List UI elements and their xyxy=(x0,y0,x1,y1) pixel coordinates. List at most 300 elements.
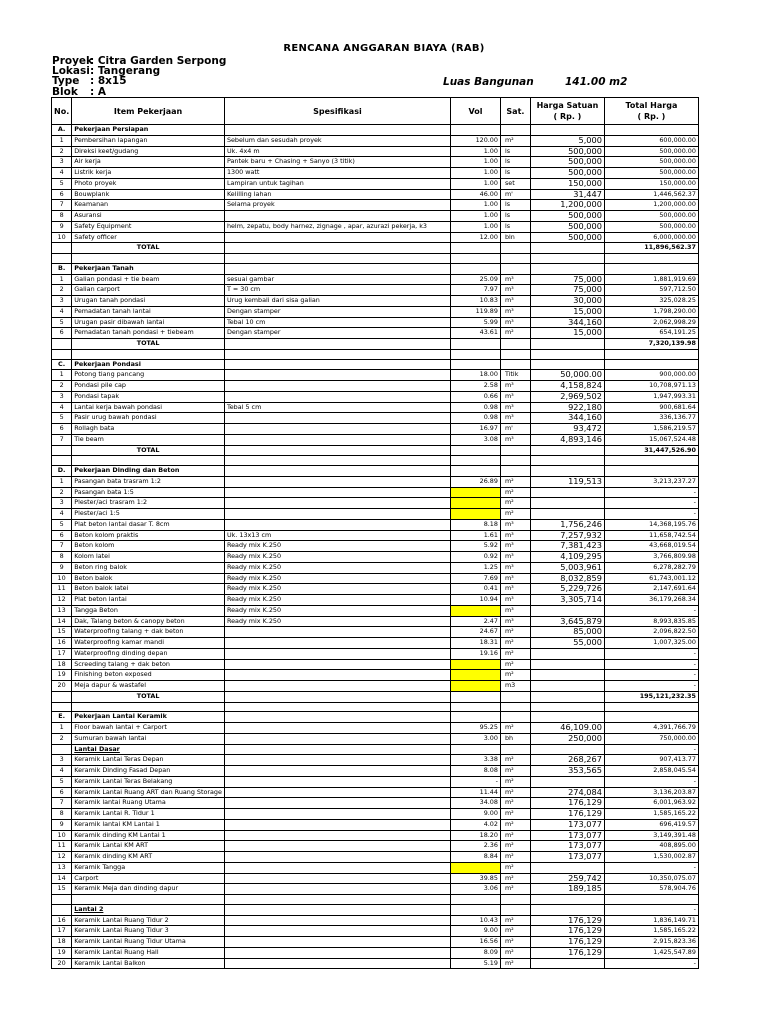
cell-harga-satuan xyxy=(530,445,604,456)
cell-vol: 0.98 xyxy=(450,413,500,424)
cell-spec xyxy=(224,776,450,787)
cell-sat xyxy=(500,243,530,254)
cell-no: 8 xyxy=(52,211,72,222)
cell-no xyxy=(52,254,72,264)
cell-total-harga: 3,213,237.27 xyxy=(604,476,698,487)
cell-vol xyxy=(450,659,500,670)
cell-total-harga: 500,000.00 xyxy=(604,146,698,157)
header-no: No. xyxy=(52,98,72,125)
cell-vol: 2.47 xyxy=(450,616,500,627)
cell-sat: m³ xyxy=(500,552,530,563)
cell-sat: ls xyxy=(500,168,530,179)
cell-total-harga: 578,904.76 xyxy=(604,884,698,895)
table-row xyxy=(52,498,699,509)
cell-harga-satuan xyxy=(530,263,604,274)
cell-item: Beton balok latei xyxy=(72,584,225,595)
table-row xyxy=(52,904,699,915)
cell-vol: 2.36 xyxy=(450,841,500,852)
cell-harga-satuan: 8,032,859 xyxy=(530,573,604,584)
cell-spec xyxy=(224,638,450,649)
cell-total-harga: 31,447,526.90 xyxy=(604,445,698,456)
cell-item: Keramik Lantai Teras Depan xyxy=(72,755,225,766)
cell-no xyxy=(52,744,72,755)
cell-no: 17 xyxy=(52,648,72,659)
cell-total-harga xyxy=(604,359,698,370)
cell-item: Potong tiang pancang xyxy=(72,370,225,381)
cell-sat: ls xyxy=(500,211,530,222)
cell-sat: bln xyxy=(500,232,530,243)
cell-harga-satuan: 119,513 xyxy=(530,476,604,487)
cell-total-harga: 6,000,000.00 xyxy=(604,232,698,243)
cell-vol: 1.00 xyxy=(450,168,500,179)
cell-spec xyxy=(224,498,450,509)
cell-item: Pekerjaan Pondasi xyxy=(72,359,225,370)
cell-vol: 3.00 xyxy=(450,733,500,744)
cell-sat: m³ xyxy=(500,317,530,328)
cell-total-harga: 1,798,290.00 xyxy=(604,306,698,317)
cell-no: 20 xyxy=(52,681,72,692)
table-row xyxy=(52,627,699,638)
header-harga-satuan-unit: ( Rp. ) xyxy=(553,112,582,121)
cell-sat: m³ xyxy=(500,595,530,606)
cell-no: 4 xyxy=(52,402,72,413)
table-row xyxy=(52,776,699,787)
table-row xyxy=(52,873,699,884)
table-row xyxy=(52,424,699,435)
cell-spec xyxy=(224,798,450,809)
table-row xyxy=(52,189,699,200)
cell-total-harga xyxy=(604,466,698,477)
cell-item: Keamanan xyxy=(72,200,225,211)
cell-sat: m3 xyxy=(500,681,530,692)
cell-no xyxy=(52,456,72,466)
document-title: RENCANA ANGGARAN BIAYA (RAB) xyxy=(283,43,485,54)
cell-no: 4 xyxy=(52,766,72,777)
cell-spec xyxy=(224,339,450,350)
cell-item: Beton ring balok xyxy=(72,562,225,573)
cell-spec: Dengan stamper xyxy=(224,328,450,339)
cell-harga-satuan xyxy=(530,670,604,681)
table-row xyxy=(52,947,699,958)
cell-harga-satuan: 353,565 xyxy=(530,766,604,777)
cell-harga-satuan xyxy=(530,702,604,712)
cell-spec xyxy=(224,659,450,670)
cell-vol: 1.00 xyxy=(450,211,500,222)
cell-sat: m³ xyxy=(500,381,530,392)
cell-item: Beton balok xyxy=(72,573,225,584)
header-total-harga-label: Total Harga xyxy=(625,101,678,110)
cell-item: Pasir urug bawah pondasi xyxy=(72,413,225,424)
cell-no: 6 xyxy=(52,189,72,200)
table-row xyxy=(52,723,699,734)
cell-vol: 0.66 xyxy=(450,391,500,402)
cell-no xyxy=(52,702,72,712)
table-row xyxy=(52,317,699,328)
cell-spec xyxy=(224,895,450,905)
cell-vol: - xyxy=(450,776,500,787)
cell-sat xyxy=(500,744,530,755)
cell-total-harga: - xyxy=(604,509,698,520)
table-row xyxy=(52,168,699,179)
cell-total-harga: 1,530,002.87 xyxy=(604,852,698,863)
cell-sat: m³ xyxy=(500,519,530,530)
blank-row xyxy=(52,349,699,359)
luas-bangunan-label: Luas Bangunan xyxy=(443,76,534,88)
cell-spec: Dengan stamper xyxy=(224,306,450,317)
cell-spec: Tebal 5 cm xyxy=(224,402,450,413)
cell-spec xyxy=(224,904,450,915)
cell-harga-satuan: 173,077 xyxy=(530,841,604,852)
cell-spec xyxy=(224,243,450,254)
table-row xyxy=(52,573,699,584)
cell-item: Keramik dinding KM ART xyxy=(72,852,225,863)
cell-item: TOTAL xyxy=(72,339,225,350)
cell-sat: m² xyxy=(500,135,530,146)
cell-spec xyxy=(224,434,450,445)
cell-total-harga: 696,419.57 xyxy=(604,819,698,830)
cell-vol: 1.00 xyxy=(450,200,500,211)
cell-total-harga xyxy=(604,125,698,136)
cell-sat xyxy=(500,712,530,723)
cell-item: Keramik Meja dan dinding dapur xyxy=(72,884,225,895)
cell-no: 9 xyxy=(52,819,72,830)
cell-sat: m² xyxy=(500,755,530,766)
table-row xyxy=(52,787,699,798)
cell-total-harga: 1,881,919.69 xyxy=(604,274,698,285)
cell-sat: m' xyxy=(500,189,530,200)
cell-harga-satuan: 7,257,932 xyxy=(530,530,604,541)
cell-vol: 3.38 xyxy=(450,755,500,766)
cell-no: 5 xyxy=(52,776,72,787)
cell-vol xyxy=(450,359,500,370)
cell-no: 8 xyxy=(52,552,72,563)
cell-sat: m² xyxy=(500,476,530,487)
cell-item: Beton kolom praktis xyxy=(72,530,225,541)
cell-total-harga: 1,585,165.22 xyxy=(604,809,698,820)
cell-harga-satuan: 500,000 xyxy=(530,232,604,243)
cell-no: 12 xyxy=(52,595,72,606)
cell-spec xyxy=(224,766,450,777)
header-spec: Spesifikasi xyxy=(224,98,450,125)
cell-spec xyxy=(224,370,450,381)
cell-spec: Uk. 13x13 cm xyxy=(224,530,450,541)
cell-spec xyxy=(224,884,450,895)
table-row xyxy=(52,562,699,573)
cell-vol: 43.61 xyxy=(450,328,500,339)
cell-spec: Lampiran untuk tagihan xyxy=(224,178,450,189)
cell-total-harga: - xyxy=(604,498,698,509)
cell-spec xyxy=(224,681,450,692)
cell-item: Waterproofing dinding depan xyxy=(72,648,225,659)
cell-no: 1 xyxy=(52,476,72,487)
cell-harga-satuan: 50,000.00 xyxy=(530,370,604,381)
cell-item: Plester/aci 1:5 xyxy=(72,509,225,520)
table-row xyxy=(52,135,699,146)
cell-spec xyxy=(224,670,450,681)
cell-harga-satuan: 176,129 xyxy=(530,947,604,958)
cell-total-harga: 11,896,562.37 xyxy=(604,243,698,254)
cell-spec xyxy=(224,702,450,712)
cell-sat: m² xyxy=(500,809,530,820)
cell-spec xyxy=(224,873,450,884)
cell-spec xyxy=(224,263,450,274)
cell-spec xyxy=(224,915,450,926)
cell-harga-satuan: 3,645,879 xyxy=(530,616,604,627)
cell-harga-satuan: 1,756,246 xyxy=(530,519,604,530)
cell-sat: m² xyxy=(500,648,530,659)
cell-vol: 10.43 xyxy=(450,915,500,926)
cell-spec xyxy=(224,809,450,820)
cell-item: Sumuran bawah lantai xyxy=(72,733,225,744)
cell-no: E. xyxy=(52,712,72,723)
cell-harga-satuan: 75,000 xyxy=(530,274,604,285)
cell-no: B. xyxy=(52,263,72,274)
cell-vol: 1.00 xyxy=(450,178,500,189)
cell-item: Pekerjaan Tanah xyxy=(72,263,225,274)
table-row xyxy=(52,958,699,969)
cell-harga-satuan: 176,129 xyxy=(530,937,604,948)
cell-no: 20 xyxy=(52,958,72,969)
cell-vol: 46.00 xyxy=(450,189,500,200)
cell-spec: Ready mix K.250 xyxy=(224,573,450,584)
meta-label: Proyek xyxy=(52,55,94,67)
cell-harga-satuan: 7,381,423 xyxy=(530,541,604,552)
cell-vol xyxy=(450,702,500,712)
cell-no: A. xyxy=(52,125,72,136)
table-row xyxy=(52,146,699,157)
cell-item xyxy=(72,895,225,905)
cell-vol: 9.00 xyxy=(450,809,500,820)
cell-total-harga: 11,658,742.54 xyxy=(604,530,698,541)
cell-total-harga: 1,425,547.89 xyxy=(604,947,698,958)
cell-vol xyxy=(450,243,500,254)
cell-no: 1 xyxy=(52,370,72,381)
table-row xyxy=(52,541,699,552)
table-row xyxy=(52,648,699,659)
cell-sat: m² xyxy=(500,884,530,895)
cell-harga-satuan: 15,000 xyxy=(530,328,604,339)
table-row xyxy=(52,221,699,232)
table-row xyxy=(52,670,699,681)
cell-sat: m³ xyxy=(500,413,530,424)
cell-sat xyxy=(500,359,530,370)
cell-item: Safety Equipment xyxy=(72,221,225,232)
cell-no: 6 xyxy=(52,530,72,541)
cell-item: TOTAL xyxy=(72,243,225,254)
cell-item: Beton kolom xyxy=(72,541,225,552)
cell-sat: m² xyxy=(500,937,530,948)
cell-vol: 1.00 xyxy=(450,221,500,232)
cell-sat: m² xyxy=(500,862,530,873)
cell-harga-satuan: 1,200,000 xyxy=(530,200,604,211)
table-row xyxy=(52,852,699,863)
cell-sat xyxy=(500,466,530,477)
cell-sat: m² xyxy=(500,487,530,498)
cell-item: Safety officer xyxy=(72,232,225,243)
cell-item: Pekerjaan Persiapan xyxy=(72,125,225,136)
table-row xyxy=(52,434,699,445)
cell-item: Meja dapur & wastafel xyxy=(72,681,225,692)
cell-no: 4 xyxy=(52,306,72,317)
cell-sat: m³ xyxy=(500,562,530,573)
cell-sat xyxy=(500,263,530,274)
table-row xyxy=(52,681,699,692)
cell-item: Listrik kerja xyxy=(72,168,225,179)
cell-vol: 26.89 xyxy=(450,476,500,487)
cell-no: 7 xyxy=(52,798,72,809)
cell-no: 2 xyxy=(52,733,72,744)
cell-total-harga: 2,915,823.36 xyxy=(604,937,698,948)
cell-item: Pemadatan tanah pondasi + tiebeam xyxy=(72,328,225,339)
cell-total-harga: - xyxy=(604,659,698,670)
table-row xyxy=(52,798,699,809)
cell-item: Keramik Lantai Ruang Tidur 3 xyxy=(72,926,225,937)
cell-harga-satuan: 2,969,502 xyxy=(530,391,604,402)
cell-total-harga xyxy=(604,456,698,466)
total-row xyxy=(52,445,699,456)
cell-item: Photo proyek xyxy=(72,178,225,189)
cell-total-harga: 1,586,219.57 xyxy=(604,424,698,435)
cell-spec: Urug kembali dari sisa galian xyxy=(224,296,450,307)
cell-no xyxy=(52,691,72,702)
cell-spec xyxy=(224,125,450,136)
cell-no xyxy=(52,895,72,905)
cell-item: Rollagh bata xyxy=(72,424,225,435)
meta-label: Type xyxy=(52,75,80,87)
table-row xyxy=(52,178,699,189)
cell-spec xyxy=(224,947,450,958)
cell-spec xyxy=(224,211,450,222)
cell-sat: m² xyxy=(500,830,530,841)
table-row xyxy=(52,616,699,627)
cell-spec xyxy=(224,519,450,530)
cell-item: Keramik Lantai Ruang Tidur Utama xyxy=(72,937,225,948)
cell-spec xyxy=(224,926,450,937)
cell-spec xyxy=(224,862,450,873)
cell-no: 15 xyxy=(52,627,72,638)
cell-harga-satuan: 500,000 xyxy=(530,221,604,232)
cell-sat xyxy=(500,349,530,359)
cell-vol xyxy=(450,487,500,498)
cell-sat: m² xyxy=(500,819,530,830)
cell-spec xyxy=(224,723,450,734)
cell-harga-satuan: 46,109.00 xyxy=(530,723,604,734)
cell-harga-satuan: 500,000 xyxy=(530,168,604,179)
cell-item: Keramik Lantai Balkon xyxy=(72,958,225,969)
cell-item xyxy=(72,702,225,712)
cell-vol: 18.31 xyxy=(450,638,500,649)
cell-spec xyxy=(224,476,450,487)
cell-vol: 4.02 xyxy=(450,819,500,830)
cell-total-harga: - xyxy=(604,487,698,498)
cell-spec: Selama proyek xyxy=(224,200,450,211)
cell-item: Keramik dinding KM Lantai 1 xyxy=(72,830,225,841)
cell-sat xyxy=(500,456,530,466)
cell-spec xyxy=(224,755,450,766)
table-row xyxy=(52,296,699,307)
cell-vol: 0.98 xyxy=(450,402,500,413)
cell-sat: m² xyxy=(500,627,530,638)
cell-total-harga: 654,191.25 xyxy=(604,328,698,339)
cell-harga-satuan: 173,077 xyxy=(530,819,604,830)
cell-spec: Sebelum dan sesudah proyek xyxy=(224,135,450,146)
cell-total-harga: 7,320,139.98 xyxy=(604,339,698,350)
cell-sat: m² xyxy=(500,915,530,926)
cell-total-harga: 500,000.00 xyxy=(604,157,698,168)
table-row xyxy=(52,605,699,616)
cell-item: Plester/aci trasram 1:2 xyxy=(72,498,225,509)
cell-total-harga: 336,136.77 xyxy=(604,413,698,424)
cell-item xyxy=(72,456,225,466)
cell-no: 6 xyxy=(52,424,72,435)
cell-sat: m³ xyxy=(500,541,530,552)
cell-vol: 10.83 xyxy=(450,296,500,307)
cell-spec xyxy=(224,733,450,744)
cell-total-harga: - xyxy=(604,670,698,681)
cell-vol xyxy=(450,509,500,520)
cell-spec: Ready mix K.250 xyxy=(224,562,450,573)
cell-item: Plat beton lantai xyxy=(72,595,225,606)
cell-total-harga: 408,895.00 xyxy=(604,841,698,852)
cell-total-harga: 600,000.00 xyxy=(604,135,698,146)
cell-total-harga: 43,668,019.54 xyxy=(604,541,698,552)
cell-harga-satuan: 93,472 xyxy=(530,424,604,435)
table-row xyxy=(52,937,699,948)
table-row xyxy=(52,285,699,296)
header-total-harga xyxy=(604,98,698,125)
cell-harga-satuan xyxy=(530,659,604,670)
cell-harga-satuan: 31,447 xyxy=(530,189,604,200)
cell-harga-satuan: 922,180 xyxy=(530,402,604,413)
cell-sat: ls xyxy=(500,146,530,157)
cell-item: Keramik Tangga xyxy=(72,862,225,873)
cell-harga-satuan xyxy=(530,691,604,702)
cell-harga-satuan xyxy=(530,648,604,659)
cell-vol: 18.00 xyxy=(450,370,500,381)
table-row xyxy=(52,232,699,243)
cell-harga-satuan xyxy=(530,862,604,873)
cell-spec: Ready mix K.250 xyxy=(224,605,450,616)
table-row xyxy=(52,530,699,541)
cell-total-harga: 500,000.00 xyxy=(604,211,698,222)
cell-vol xyxy=(450,691,500,702)
cell-harga-satuan xyxy=(530,339,604,350)
cell-vol: 16.97 xyxy=(450,424,500,435)
cell-no: 3 xyxy=(52,755,72,766)
cell-spec: 1300 watt xyxy=(224,168,450,179)
cell-no: 1 xyxy=(52,274,72,285)
cell-no: 16 xyxy=(52,638,72,649)
cell-item: Kolom latei xyxy=(72,552,225,563)
cell-no: 10 xyxy=(52,830,72,841)
cell-no: 16 xyxy=(52,915,72,926)
cell-item: Finishing beton exposed xyxy=(72,670,225,681)
cell-no: 5 xyxy=(52,317,72,328)
cell-no: 14 xyxy=(52,873,72,884)
cell-sat: m² xyxy=(500,498,530,509)
cell-total-harga xyxy=(604,702,698,712)
cell-item: Tangga Beton xyxy=(72,605,225,616)
cell-total-harga: 2,147,691.64 xyxy=(604,584,698,595)
cell-item: Keramik lantai Ruang Utama xyxy=(72,798,225,809)
table-row xyxy=(52,306,699,317)
cell-sat: m² xyxy=(500,776,530,787)
cell-vol: 2.58 xyxy=(450,381,500,392)
cell-total-harga: 10,708,971.13 xyxy=(604,381,698,392)
cell-total-harga: 597,712.50 xyxy=(604,285,698,296)
table-row xyxy=(52,638,699,649)
cell-vol: 1.25 xyxy=(450,562,500,573)
